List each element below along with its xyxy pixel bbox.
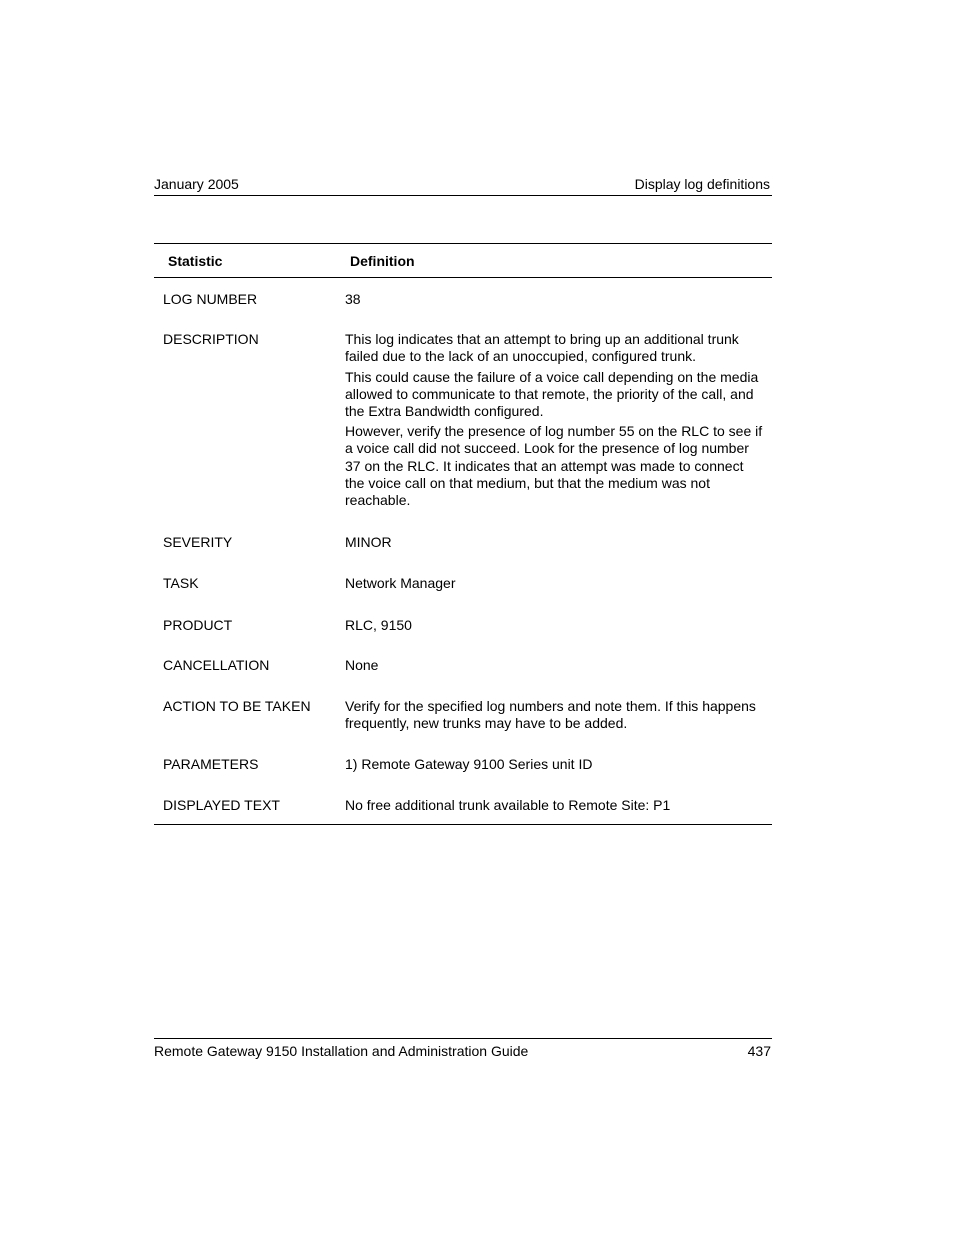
statistic-cell: CANCELLATION [163,656,270,673]
footer-page-number: 437 [747,1043,771,1059]
table-row [154,563,772,604]
definition-cell [345,756,763,773]
page-footer [154,1038,772,1059]
definition-paragraph: 1) Remote Gateway 9100 Series unit ID [345,756,593,773]
definition-paragraph: RLC, 9150 [345,616,412,633]
definition-paragraph: Network Manager [345,575,456,592]
definition-paragraph: 38 [345,291,361,307]
table-row [154,686,772,744]
definition-paragraph: This log indicates that an attempt to bring up an additional trunk failed due to the lack of an unoccupied, configured trunk. [345,331,739,365]
definition-paragraph: None [345,656,379,673]
statistic-cell: PARAMETERS [163,756,259,773]
statistic-cell: DISPLAYED TEXT [163,796,280,813]
table-row [154,319,772,522]
table-row [154,786,772,824]
table-row [154,646,772,686]
statistic-cell: SEVERITY [163,534,233,551]
statistic-cell: PRODUCT [163,616,233,633]
statistic-cell: LOG NUMBER [163,291,258,307]
definition-cell [345,291,763,308]
page-header [154,174,772,196]
table-body [154,278,772,824]
table-header-row [154,244,772,278]
definition-paragraph: This could cause the failure of a voice call depending on the media allowed to communicate to that remote, the priority of the call, and the Extra Bandwidth configured. [345,368,759,420]
definition-paragraph: Verify for the specified log numbers and note them. If this happens frequently, new trunks may have to be added. [345,698,756,732]
definition-cell [345,797,763,814]
definition-cell [345,331,763,509]
column-header-definition: Definition [350,253,415,269]
definition-cell [345,657,763,674]
definition-paragraph: However, verify the presence of log number 55 on the RLC to see if a voice call did not succeed. Look for the presence of log number 37 on the RLC. It indicates that an attempt was made to connect the voice call on that medium, but that the medium was not reachable. [345,423,763,509]
footer-document-title: Remote Gateway 9150 Installation and Administration Guide [154,1043,529,1059]
table-row [154,278,772,319]
log-definition-table [154,243,772,825]
definition-cell [345,534,763,551]
definition-cell [345,698,763,732]
definition-cell [345,617,763,634]
table-row [154,744,772,785]
definition-paragraph: MINOR [345,534,392,551]
statistic-cell: TASK [163,575,199,592]
table-row [154,605,772,646]
definition-paragraph: No free additional trunk available to Remote Site: P1 [345,796,671,813]
statistic-cell: ACTION TO BE TAKEN [163,698,311,715]
header-section-title: Display log definitions [634,176,770,192]
header-date: January 2005 [154,176,239,192]
definition-cell [345,575,763,592]
table-row [154,522,772,563]
column-header-statistic: Statistic [168,253,223,269]
statistic-cell: DESCRIPTION [163,331,259,348]
